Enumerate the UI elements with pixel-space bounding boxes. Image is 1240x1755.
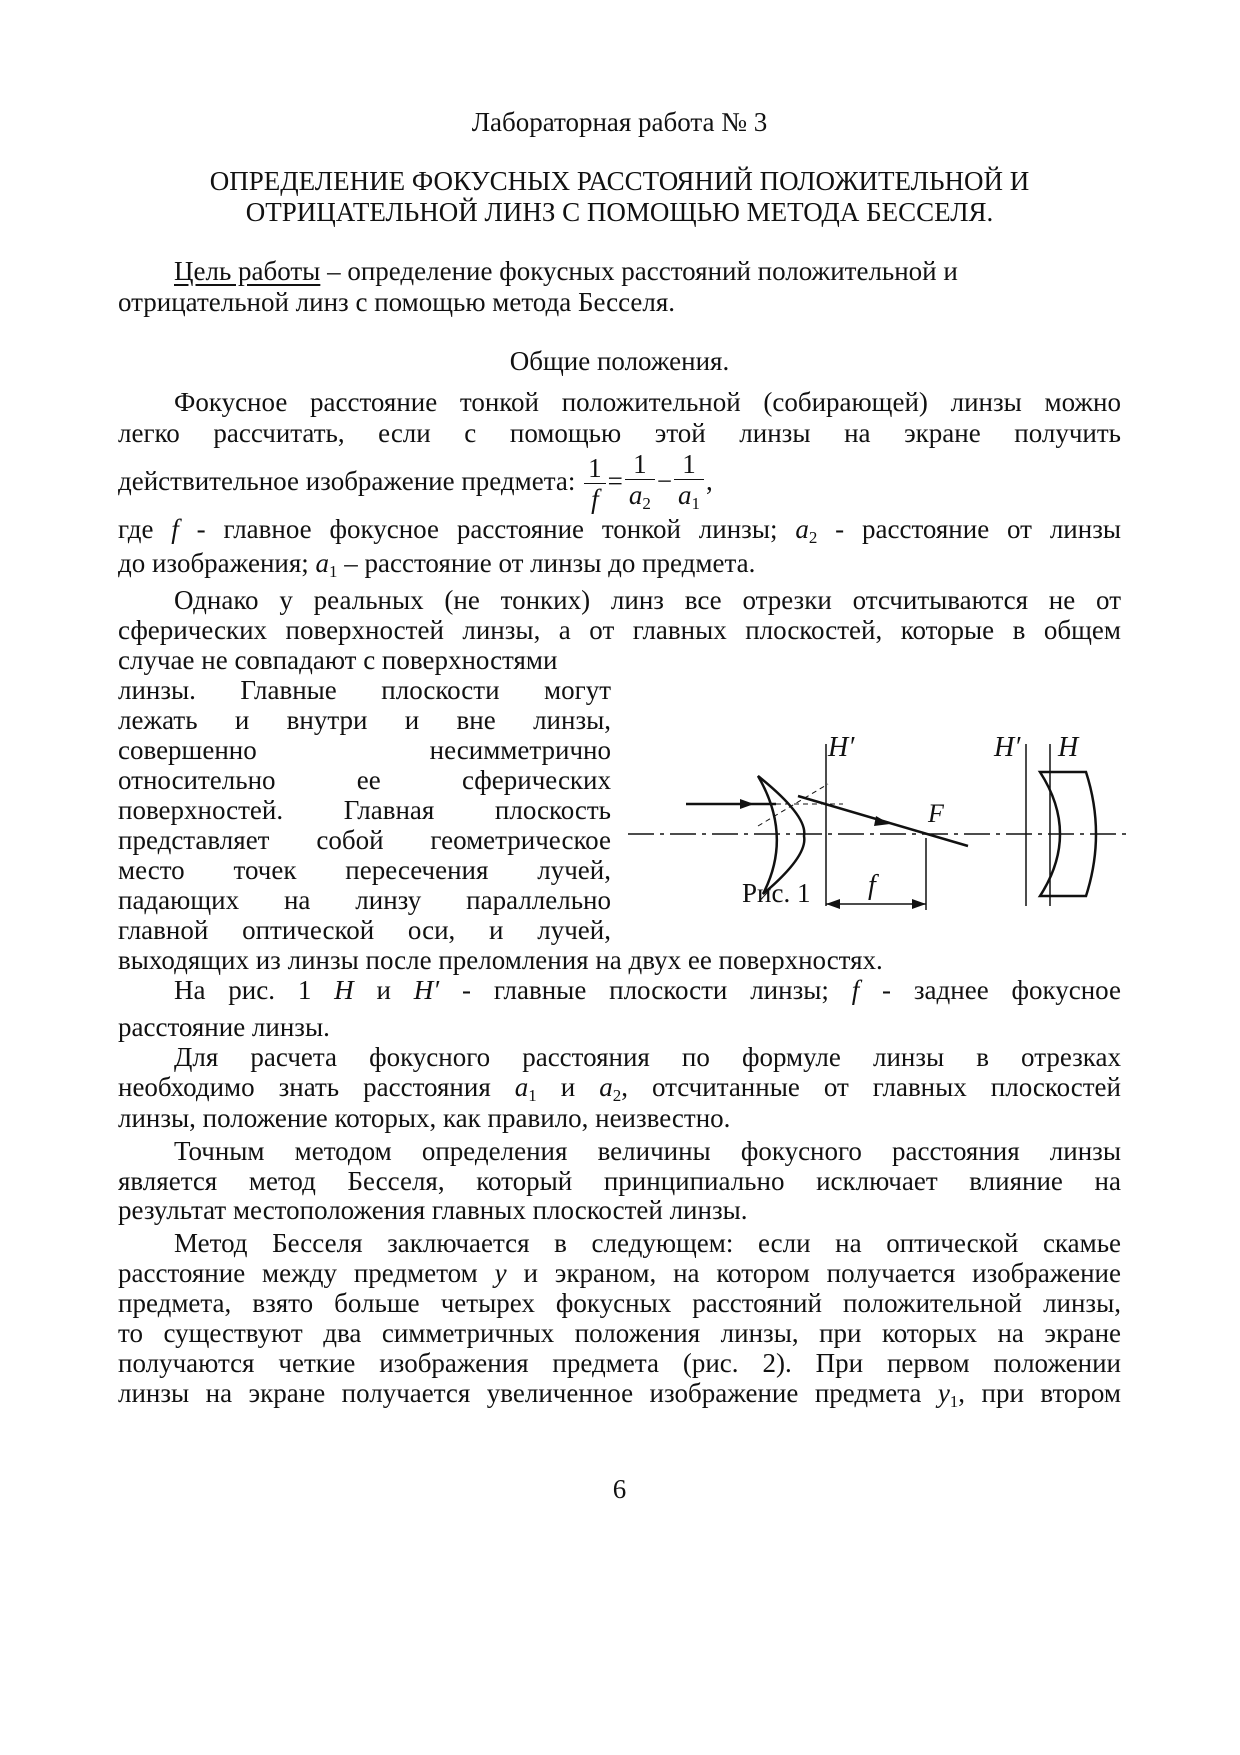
section-title: Общие положения.: [509, 346, 730, 376]
p2-line-7: относительно ее сферических: [118, 765, 611, 795]
main-title-line-1: ОПРЕДЕЛЕНИЕ ФОКУСНЫХ РАССТОЯНИЙ ПОЛОЖИТЕЛЬНОЙ И: [209, 166, 1030, 196]
dimension-arrow-left: [826, 899, 840, 909]
p2-line-3: случае не совпадают с поверхностями: [118, 645, 558, 675]
document-page: [118, 0, 1121, 1755]
p2-line-5: лежать и внутри и вне линзы,: [118, 705, 611, 735]
p2-line-2: сферических поверхностей линзы, а от главных плоскостей, которые в общем: [118, 615, 1121, 645]
label-h-prime-right: H′: [994, 732, 1021, 763]
page-number: 6: [612, 1474, 627, 1504]
p2-line-6: совершенно несимметрично: [118, 735, 611, 765]
lab-title: Лабораторная работа № 3: [471, 107, 768, 137]
p2-line-13: выходящих из линзы после преломления на двух ее поверхностях.: [118, 945, 883, 975]
p6-line-2: расстояние между предметом y и экраном, на котором получается изображение: [118, 1258, 1121, 1288]
label-focal-distance: f: [868, 870, 876, 901]
p2-line-4: линзы. Главные плоскости могут: [118, 675, 611, 705]
figure-1-caption: Рис. 1: [742, 878, 811, 908]
p2-line-11: падающих на линзу параллельно: [118, 885, 611, 915]
p1-line-2: легко рассчитать, если с помощью этой линзы на экране получить: [118, 418, 1121, 448]
label-focus-point: F: [928, 799, 944, 828]
p6-line-4: то существуют два симметричных положения линзы, при которых на экране: [118, 1318, 1121, 1348]
p6-line-3: предмета, взято больше четырех фокусных расстояний положительной линзы,: [118, 1288, 1121, 1318]
dimension-arrow-right: [912, 899, 926, 909]
p6-line-1: Метод Бесселя заключается в следующем: если на оптической скамье: [174, 1228, 1121, 1258]
goal-label: Цель работы: [174, 256, 321, 286]
p1-line-5: до изображения; $a_1$ – расстояние от линзы до предмета.: [118, 548, 756, 581]
goal-line-1: Цель работы – определение фокусных расстояний положительной и: [174, 256, 958, 286]
label-h: H: [1058, 732, 1079, 763]
p3-line-2: расстояние линзы.: [118, 1012, 330, 1042]
lens-formula-term-a1: $\frac{1}{a_1}$: [674, 449, 704, 519]
p2-line-1: Однако у реальных (не тонких) линз все отрезки отсчитываются не от: [174, 585, 1121, 615]
ray-arrow-refracted: [874, 816, 890, 826]
lens-formula-term-f: $\frac{1}{f}$: [584, 453, 606, 514]
p2-line-10: место точек пересечения лучей,: [118, 855, 611, 885]
p1-line-1: Фокусное расстояние тонкой положительной (собирающей) линзы можно: [174, 387, 1121, 417]
p2-line-9: представляет собой геометрическое: [118, 825, 611, 855]
p6-line-6: линзы на экране получается увеличенное изображение предмета $y_1$, при втором: [118, 1378, 1121, 1411]
p5-line-3: результат местоположения главных плоскостей линзы.: [118, 1195, 748, 1225]
goal-line-2: отрицательной линз с помощью метода Бесселя.: [118, 287, 676, 317]
ray-arrow-incoming: [740, 799, 754, 809]
p1-line-4: где f - главное фокусное расстояние тонкой линзы; $a_2$ - расстояние от линзы: [118, 514, 1122, 547]
label-h-prime-left: H′: [828, 732, 855, 763]
p4-line-3: линзы, положение которых, как правило, неизвестно.: [118, 1103, 731, 1133]
p5-line-2: является метод Бесселя, который принципиально исключает влияние на: [118, 1166, 1121, 1196]
main-title-line-2: ОТРИЦАТЕЛЬНОЙ ЛИНЗ С ПОМОЩЬЮ МЕТОДА БЕССЕЛЯ.: [245, 197, 994, 227]
p3-line-1: На рис. 1 H и H′ - главные плоскости линзы; f - заднее фокусное: [174, 975, 1121, 1005]
p1-line-3-formula: действительное изображение предмета: $\frac{1}{f}$ = $\frac{1}{a_2}$ − $\frac{1}{a_1}$ ,: [118, 446, 1121, 516]
p4-line-1: Для расчета фокусного расстояния по формуле линзы в отрезках: [174, 1042, 1121, 1072]
p2-line-8: поверхностей. Главная плоскость: [118, 795, 611, 825]
p2-line-12: главной оптической оси, и лучей,: [118, 915, 611, 945]
lens-formula-term-a2: $\frac{1}{a_2}$: [625, 449, 655, 519]
p4-line-2: необходимо знать расстояния $a_1$ и $a_2$, отсчитанные от главных плоскостей: [118, 1072, 1121, 1105]
p5-line-1: Точным методом определения величины фокусного расстояния линзы: [174, 1136, 1121, 1166]
p6-line-5: получаются четкие изображения предмета (рис. 2). При первом положении: [118, 1348, 1121, 1378]
